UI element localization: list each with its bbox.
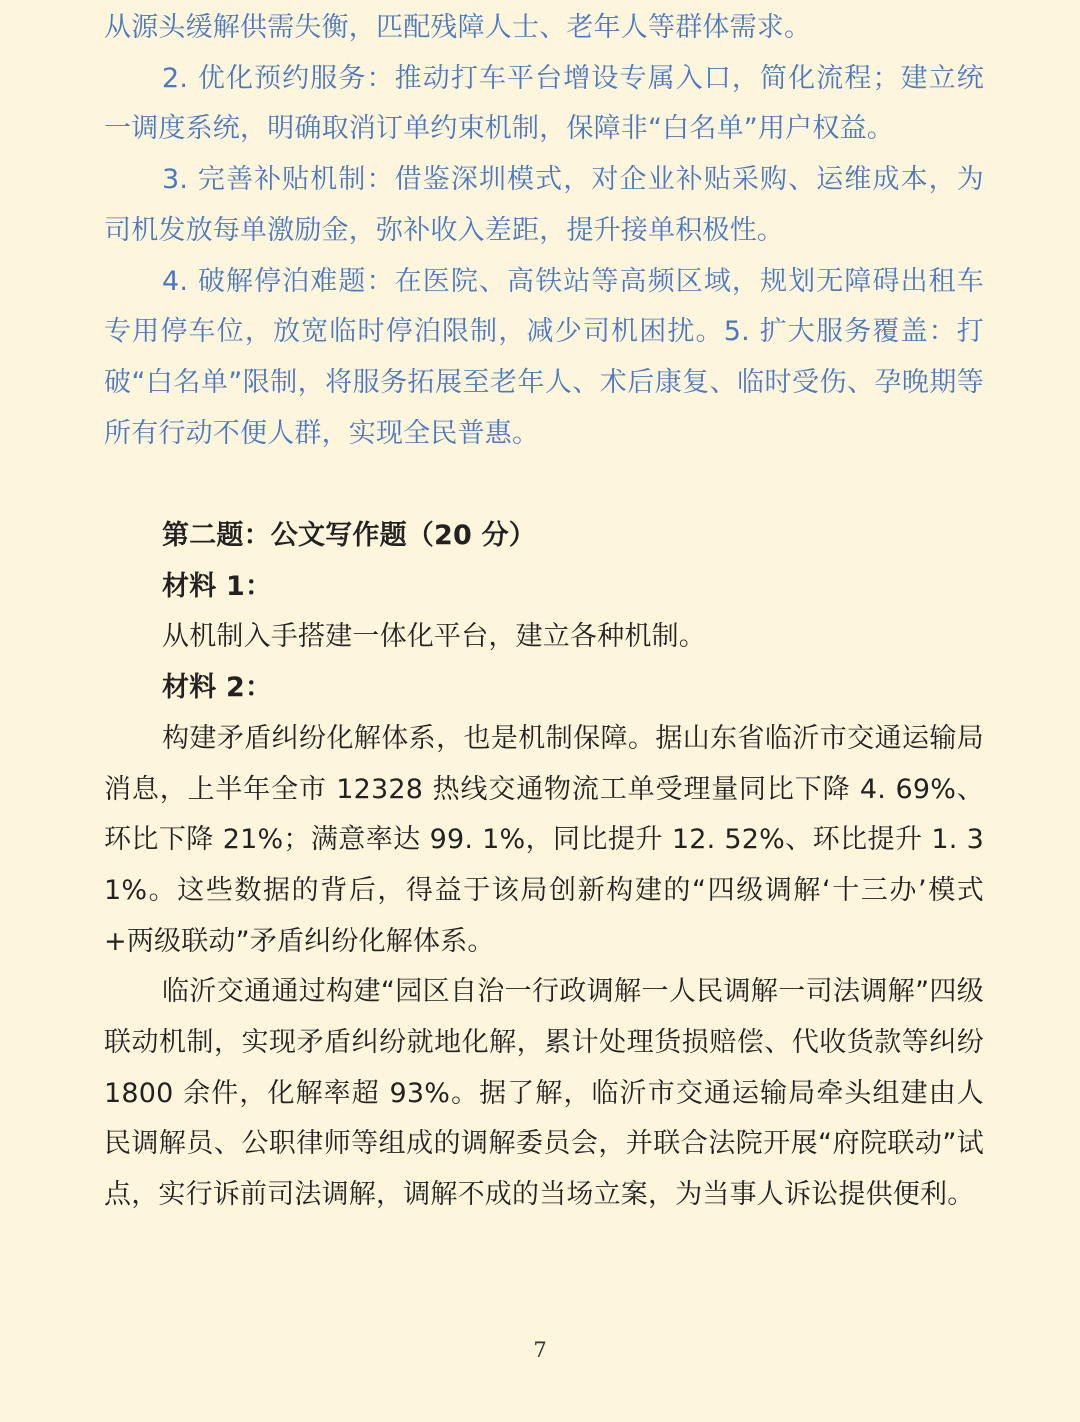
question-section bbox=[104, 511, 984, 1221]
question-title: 第二题：公文写作题（20 分） bbox=[162, 520, 536, 551]
material-2-paragraph-2: 临沂交通通过构建“园区自治一行政调解一人民调解一司法调解”四级联动机制，实现矛盾纠纷就地化解，累计处理货损赔偿、代收货款等纠纷 1800 余件，化解率超 93%。据了解，临沂市交通运输局牵头组建由人民调解员、公职律师等组成的调解委员会，并联合法院开展“府院联动”试点，实行诉前司法调解，调解不成的当场立案，为当事人诉讼提供便利。 bbox=[104, 976, 984, 1211]
material-1-label: 材料 1： bbox=[162, 570, 273, 602]
answer-paragraph-continued: 从源头缓解供需失衡，匹配残障人士、老年人等群体需求。 bbox=[104, 12, 812, 43]
page-number: 7 bbox=[533, 1338, 547, 1362]
material-1-text: 从机制入手搭建一体化平台，建立各种机制。 bbox=[162, 621, 706, 653]
material-2-paragraph-1: 构建矛盾纠纷化解体系，也是机制保障。据山东省临沂市交通运输局消息，上半年全市 12328 热线交通物流工单受理量同比下降 4. 69%、环比下降 21%；满意率达 99. 1%，同比提升 12. 52%、环比提升 1. 31%。这些数据的背后，得益于该局创新构建的“四级调解‘十三办’模式+两级联动”矛盾纠纷化解体系。 bbox=[104, 722, 984, 957]
answer-paragraph-3: 3. 完善补贴机制：借鉴深圳模式，对企业补贴采购、运维成本，为司机发放每单激励金，弥补收入差距，提升接单积极性。 bbox=[104, 164, 984, 246]
material-2-label: 材料 2： bbox=[162, 672, 273, 704]
answer-paragraph-2: 2. 优化预约服务：推动打车平台增设专属入口，简化流程；建立统一调度系统，明确取消订单约束机制，保障非“白名单”用户权益。 bbox=[104, 62, 984, 145]
answer-paragraph-4: 4. 破解停泊难题：在医院、高铁站等高频区域，规划无障碍出租车专用停车位，放宽临时停泊限制，减少司机困扰。5. 扩大服务覆盖：打破“白名单”限制，将服务拓展至老年人、术后康复、临时受伤、孕晚期等所有行动不便人群，实现全民普惠。 bbox=[104, 265, 984, 449]
answer-section bbox=[104, 3, 984, 459]
